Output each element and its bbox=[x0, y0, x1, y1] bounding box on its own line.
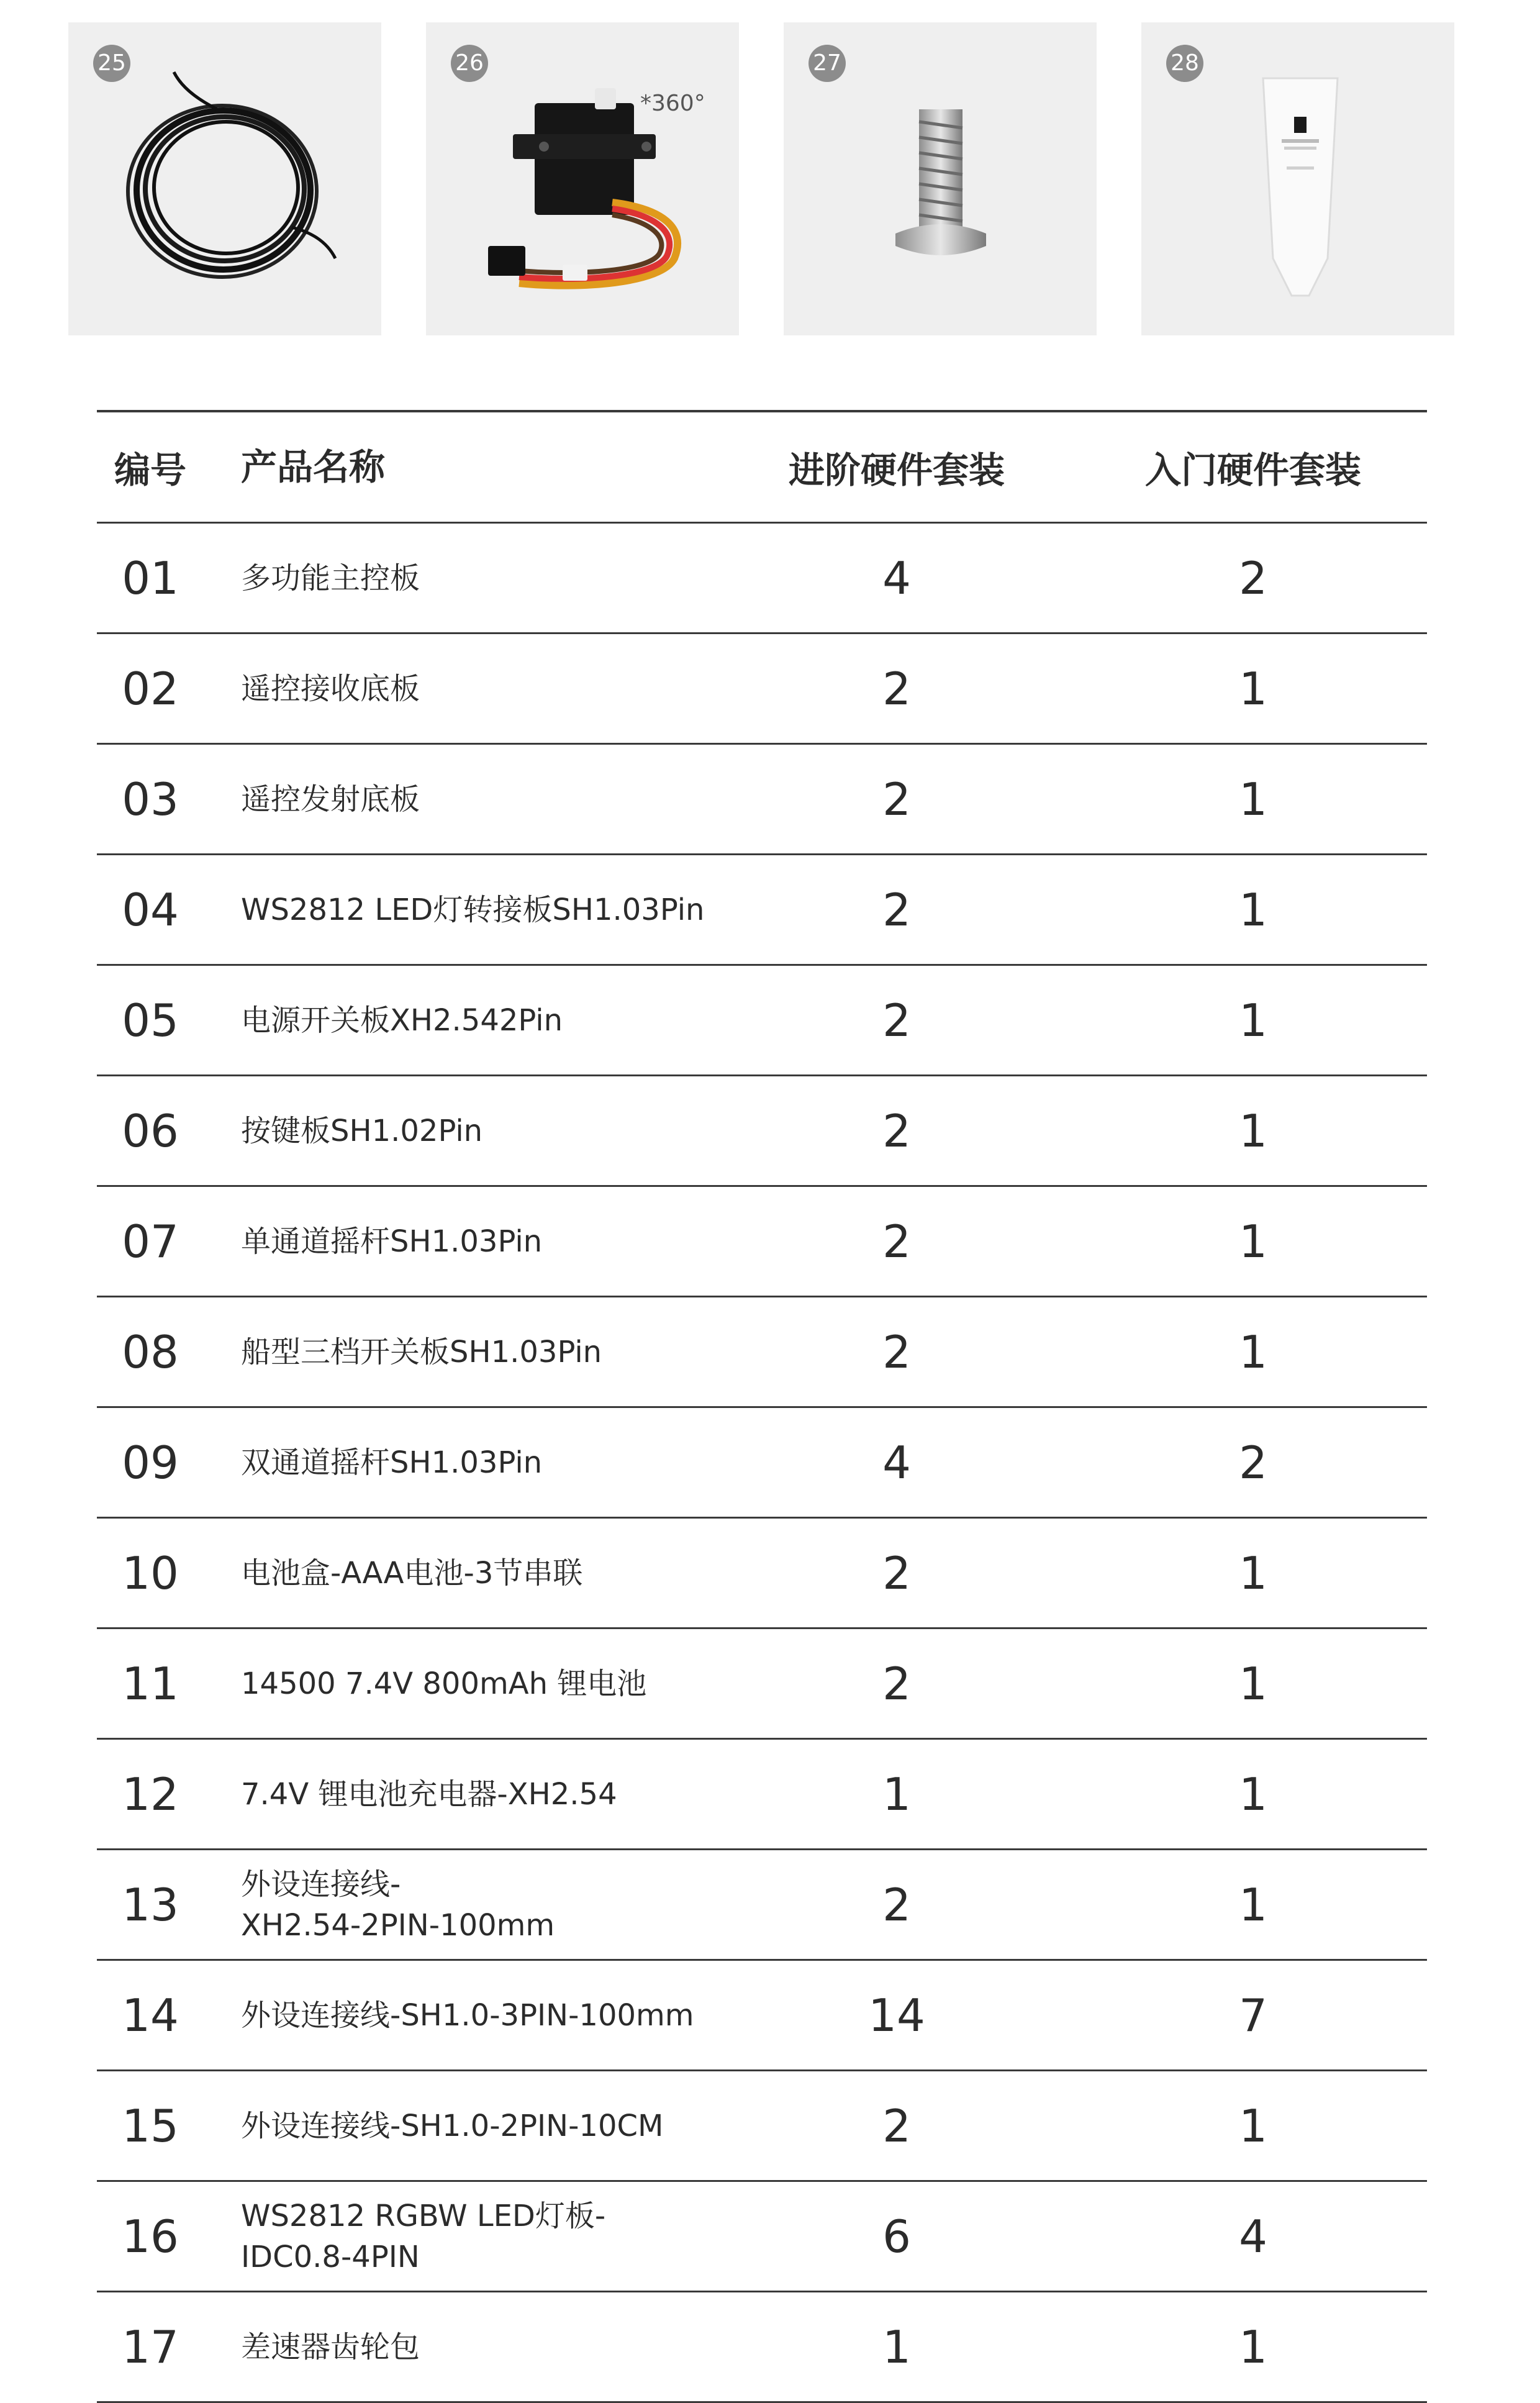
header-basic: 入门硬件套装 bbox=[1144, 449, 1361, 491]
row-no: 15 bbox=[122, 2099, 179, 2152]
row-name: WS2812 LED灯转接板SH1.03Pin bbox=[241, 892, 705, 927]
row-advanced-qty: 2 bbox=[882, 883, 911, 936]
row-name: 外设连接线-SH1.0-2PIN-10CM bbox=[241, 2108, 664, 2143]
row-no: 11 bbox=[122, 1657, 179, 1710]
servo-angle-note: *360° bbox=[640, 91, 705, 116]
table-row bbox=[97, 2182, 1427, 2292]
row-basic-qty: 1 bbox=[1239, 994, 1267, 1047]
row-advanced-qty: 2 bbox=[882, 1657, 911, 1710]
table-row bbox=[97, 1961, 1427, 2071]
row-name: 多功能主控板 bbox=[241, 560, 420, 596]
header-name: 产品名称 bbox=[241, 446, 386, 488]
row-name: 按键板SH1.02Pin bbox=[241, 1113, 483, 1148]
row-no: 06 bbox=[122, 1104, 179, 1157]
table-row bbox=[97, 1850, 1427, 1961]
row-name: 14500 7.4V 800mAh 锂电池 bbox=[241, 1666, 647, 1701]
row-advanced-qty: 2 bbox=[882, 2099, 911, 2152]
row-advanced-qty: 2 bbox=[882, 1547, 911, 1599]
row-basic-qty: 1 bbox=[1239, 1657, 1267, 1710]
row-basic-qty: 1 bbox=[1239, 1547, 1267, 1599]
row-basic-qty: 1 bbox=[1239, 1104, 1267, 1157]
screw-icon bbox=[784, 22, 1097, 335]
table-row bbox=[97, 1519, 1427, 1629]
table-row bbox=[97, 745, 1427, 855]
badge-25: 25 bbox=[93, 45, 130, 82]
row-basic-qty: 4 bbox=[1239, 2210, 1267, 2263]
table-row bbox=[97, 1740, 1427, 1850]
row-no: 08 bbox=[122, 1325, 179, 1378]
table-row bbox=[97, 1076, 1427, 1187]
row-advanced-qty: 2 bbox=[882, 1215, 911, 1268]
row-name: 遥控发射底板 bbox=[241, 781, 420, 817]
table-row bbox=[97, 2292, 1427, 2403]
row-basic-qty: 2 bbox=[1239, 552, 1267, 604]
row-basic-qty: 1 bbox=[1239, 2099, 1267, 2152]
row-no: 17 bbox=[122, 2320, 179, 2373]
table-header bbox=[97, 410, 1427, 524]
row-no: 07 bbox=[122, 1215, 179, 1268]
row-advanced-qty: 4 bbox=[882, 552, 911, 604]
row-name: 船型三档开关板SH1.03Pin bbox=[241, 1334, 602, 1370]
row-no: 02 bbox=[122, 662, 179, 715]
row-advanced-qty: 1 bbox=[882, 1768, 911, 1820]
badge-28: 28 bbox=[1166, 45, 1203, 82]
row-advanced-qty: 2 bbox=[882, 1325, 911, 1378]
row-no: 04 bbox=[122, 883, 179, 936]
row-name: 遥控接收底板 bbox=[241, 671, 420, 706]
row-no: 03 bbox=[122, 773, 179, 825]
row-name: 单通道摇杆SH1.03Pin bbox=[241, 1224, 543, 1259]
row-basic-qty: 2 bbox=[1239, 1436, 1267, 1489]
table-row bbox=[97, 524, 1427, 634]
row-no: 13 bbox=[122, 1878, 179, 1931]
row-basic-qty: 1 bbox=[1239, 1215, 1267, 1268]
grease-tube-icon bbox=[1141, 22, 1454, 335]
cable-coil-icon bbox=[68, 22, 381, 335]
row-advanced-qty: 2 bbox=[882, 1878, 911, 1931]
table-row bbox=[97, 966, 1427, 1076]
row-basic-qty: 7 bbox=[1239, 1989, 1267, 2042]
servo-motor-icon bbox=[426, 22, 739, 335]
row-name: WS2812 RGBW LED灯板- IDC0.8-4PIN bbox=[241, 2198, 606, 2274]
row-basic-qty: 1 bbox=[1239, 662, 1267, 715]
product-images bbox=[0, 0, 1540, 348]
tile-cable bbox=[68, 22, 381, 335]
row-name: 电池盒-AAA电池-3节串联 bbox=[241, 1555, 583, 1591]
row-name: 7.4V 锂电池充电器-XH2.54 bbox=[241, 1776, 617, 1812]
row-name: 差速器齿轮包 bbox=[241, 2329, 420, 2364]
row-advanced-qty: 6 bbox=[882, 2210, 911, 2263]
table-row bbox=[97, 1187, 1427, 1297]
row-no: 09 bbox=[122, 1436, 179, 1489]
tile-screw bbox=[784, 22, 1097, 335]
row-advanced-qty: 4 bbox=[882, 1436, 911, 1489]
row-advanced-qty: 2 bbox=[882, 773, 911, 825]
table-row bbox=[97, 1629, 1427, 1740]
row-advanced-qty: 1 bbox=[882, 2320, 911, 2373]
row-basic-qty: 1 bbox=[1239, 1878, 1267, 1931]
table-row bbox=[97, 634, 1427, 745]
badge-27: 27 bbox=[808, 45, 846, 82]
parts-table bbox=[97, 410, 1427, 2403]
row-name: 外设连接线- XH2.54-2PIN-100mm bbox=[241, 1866, 555, 1943]
table-row bbox=[97, 1408, 1427, 1519]
tile-servo bbox=[426, 22, 739, 335]
tile-grease bbox=[1141, 22, 1454, 335]
row-name: 双通道摇杆SH1.03Pin bbox=[241, 1445, 543, 1480]
table-row bbox=[97, 855, 1427, 966]
row-no: 12 bbox=[122, 1768, 179, 1820]
row-name: 外设连接线-SH1.0-3PIN-100mm bbox=[241, 1997, 694, 2033]
row-name: 电源开关板XH2.542Pin bbox=[241, 1002, 563, 1038]
row-no: 16 bbox=[122, 2210, 179, 2263]
row-no: 14 bbox=[122, 1989, 179, 2042]
row-basic-qty: 1 bbox=[1239, 883, 1267, 936]
row-basic-qty: 1 bbox=[1239, 2320, 1267, 2373]
header-advanced: 进阶硬件套装 bbox=[788, 449, 1005, 491]
row-basic-qty: 1 bbox=[1239, 1768, 1267, 1820]
badge-26: 26 bbox=[451, 45, 488, 82]
row-advanced-qty: 2 bbox=[882, 994, 911, 1047]
row-no: 01 bbox=[122, 552, 179, 604]
row-basic-qty: 1 bbox=[1239, 1325, 1267, 1378]
row-advanced-qty: 14 bbox=[868, 1989, 925, 2042]
row-advanced-qty: 2 bbox=[882, 1104, 911, 1157]
row-basic-qty: 1 bbox=[1239, 773, 1267, 825]
table-row bbox=[97, 2071, 1427, 2182]
row-advanced-qty: 2 bbox=[882, 662, 911, 715]
row-no: 10 bbox=[122, 1547, 179, 1599]
row-no: 05 bbox=[122, 994, 179, 1047]
header-no: 编号 bbox=[114, 449, 186, 491]
table-row bbox=[97, 1297, 1427, 1408]
